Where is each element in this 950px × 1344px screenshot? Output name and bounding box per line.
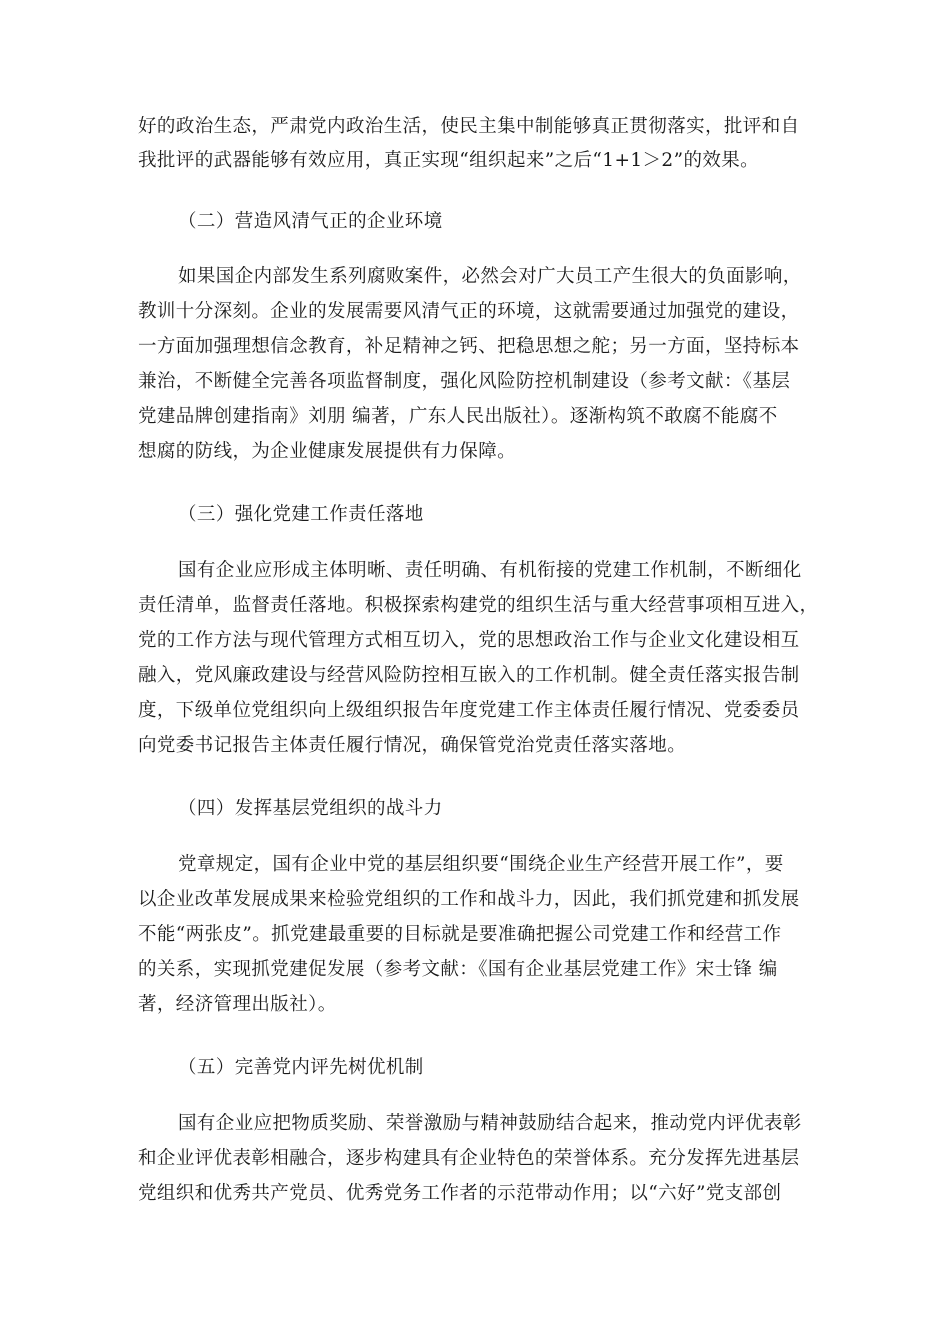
paragraph-line: 和企业评优表彰相融合，逐步构建具有企业特色的荣誉体系。充分发挥先进基层 — [138, 1148, 800, 1169]
paragraph-line: 一方面加强理想信念教育，补足精神之钙、把稳思想之舵；另一方面，坚持标本 — [138, 336, 800, 357]
paragraph-line: 责任清单，监督责任落地。积极探索构建党的组织生活与重大经营事项相互进入， — [138, 595, 819, 616]
paragraph-line: 融入，党风廉政建设与经营风险防控相互嵌入的工作机制。健全责任落实报告制 — [138, 665, 800, 686]
paragraph-line: 教训十分深刻。企业的发展需要风清气正的环境，这就需要通过加强党的建设， — [138, 301, 800, 322]
paragraph-line: 度，下级单位党组织向上级组织报告年度党建工作主体责任履行情况、党委委员 — [138, 700, 800, 721]
paragraph-line: 国有企业应形成主体明晰、责任明确、有机衔接的党建工作机制，不断细化 — [178, 560, 802, 581]
section-heading: （二）营造风清气正的企业环境 — [178, 211, 443, 232]
paragraph-line: 向党委书记报告主体责任履行情况，确保管党治党责任落实落地。 — [138, 735, 687, 756]
paragraph-line: 著，经济管理出版社）。 — [138, 994, 337, 1015]
section-heading: （三）强化党建工作责任落地 — [178, 504, 424, 525]
paragraph-line: 好的政治生态，严肃党内政治生活，使民主集中制能够真正贯彻落实，批评和自 — [138, 116, 800, 137]
section-heading: （四）发挥基层党组织的战斗力 — [178, 798, 443, 819]
paragraph-line: 我批评的武器能够有效应用，真正实现“组织起来”之后“1+1＞2”的效果。 — [138, 150, 760, 171]
paragraph-line: 兼治，不断健全完善各项监督制度，强化风险防控机制建设（参考文献：《基层 — [138, 371, 791, 392]
paragraph-line: 想腐的防线，为企业健康发展提供有力保障。 — [138, 441, 517, 462]
paragraph-line: 的关系，实现抓党建促发展（参考文献：《国有企业基层党建工作》宋士锋 编 — [138, 959, 778, 980]
paragraph-line: 党章规定，国有企业中党的基层组织要“围绕企业生产经营开展工作”，要 — [178, 854, 784, 875]
paragraph-line: 国有企业应把物质奖励、荣誉激励与精神鼓励结合起来，推动党内评优表彰 — [178, 1113, 802, 1134]
paragraph-line: 如果国企内部发生系列腐败案件，必然会对广大员工产生很大的负面影响， — [178, 266, 802, 287]
paragraph-line: 以企业改革发展成果来检验党组织的工作和战斗力，因此，我们抓党建和抓发展 — [138, 889, 800, 910]
paragraph-line: 党的工作方法与现代管理方式相互切入，党的思想政治工作与企业文化建设相互 — [138, 630, 800, 651]
paragraph-line: 不能“两张皮”。抓党建最重要的目标就是要准确把握公司党建工作和经营工作 — [138, 924, 782, 945]
paragraph-line: 党组织和优秀共产党员、优秀党务工作者的示范带动作用；以“六好”党支部创 — [138, 1183, 782, 1204]
section-heading: （五）完善党内评先树优机制 — [178, 1057, 424, 1078]
paragraph-line: 党建品牌创建指南》刘朋 编著，广东人民出版社）。逐渐构筑不敢腐不能腐不 — [138, 406, 778, 427]
